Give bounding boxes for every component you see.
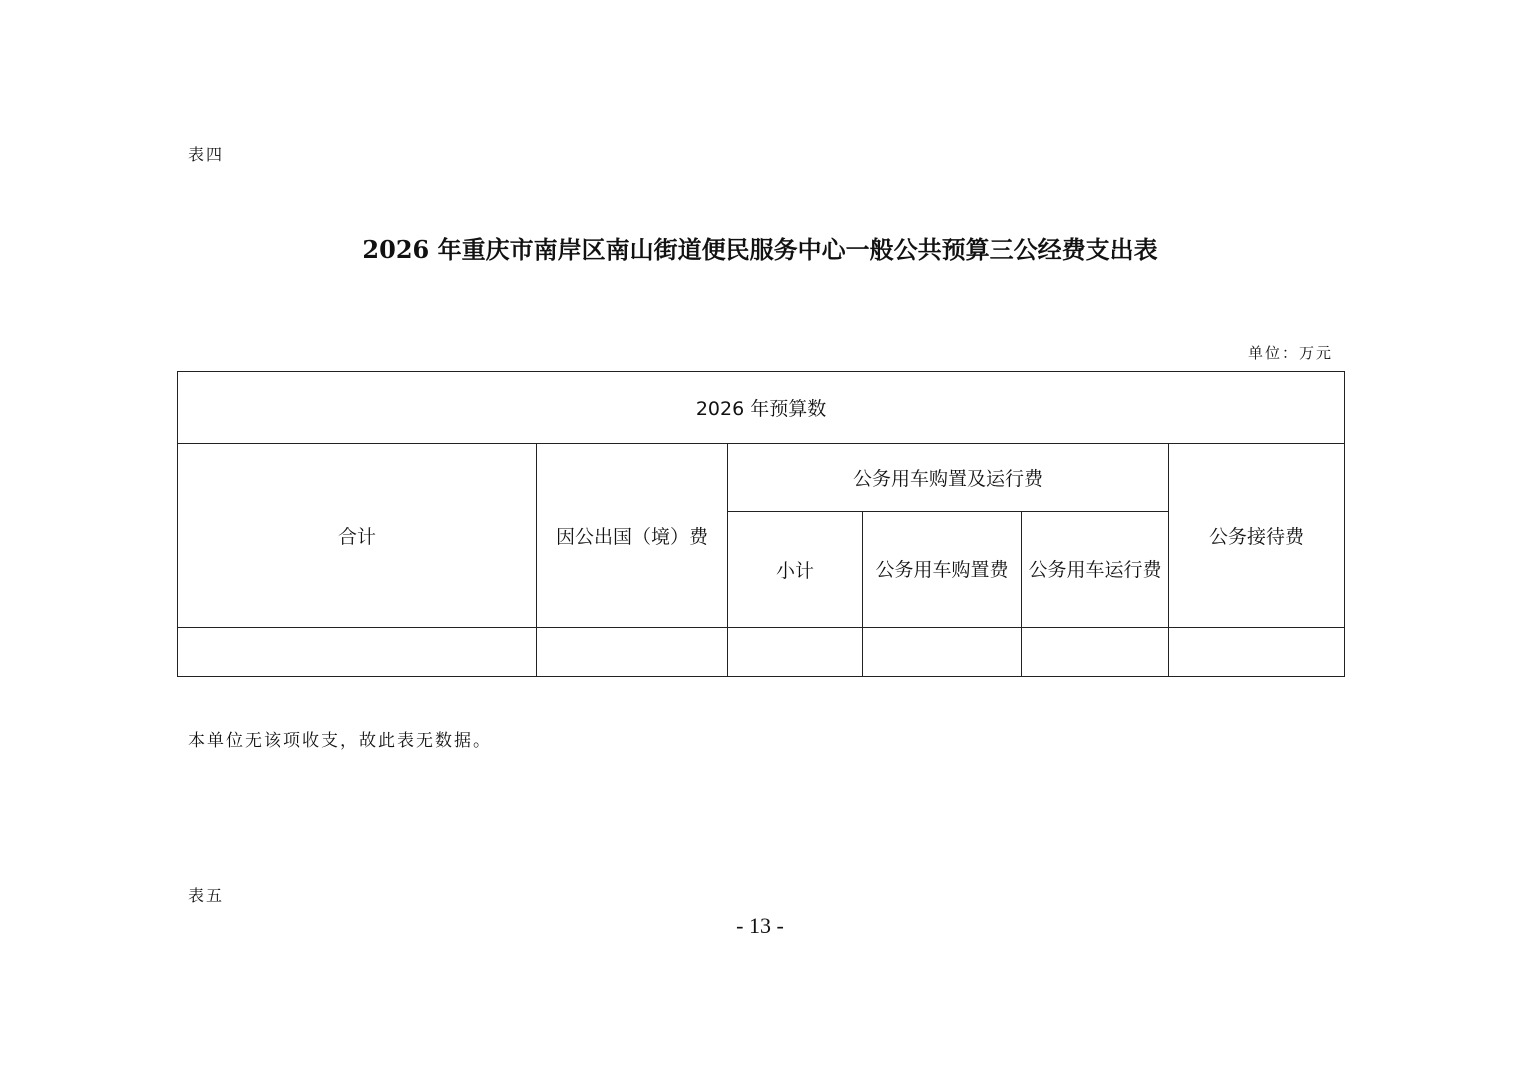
- table-row: [178, 628, 1345, 677]
- no-data-note: 本单位无该项收支，故此表无数据。: [188, 731, 492, 751]
- cell-total: [178, 628, 537, 677]
- header-vehicle-operation: 公务用车运行费: [1022, 512, 1169, 628]
- header-vehicle-group: 公务用车购置及运行费: [728, 444, 1169, 512]
- header-year-budget: 2026 年预算数: [178, 372, 1345, 444]
- cell-subtotal: [728, 628, 863, 677]
- header-subtotal: 小计: [728, 512, 863, 628]
- page-number: - 13 -: [736, 913, 784, 938]
- cell-vehicle-purchase: [863, 628, 1022, 677]
- cell-vehicle-operation: [1022, 628, 1169, 677]
- header-vehicle-purchase: 公务用车购置费: [863, 512, 1022, 628]
- document-title: 2026 年重庆市南岸区南山街道便民服务中心一般公共预算三公经费支出表: [362, 235, 1158, 264]
- unit-label: 单位：万元: [1247, 344, 1333, 362]
- header-reception-expense: 公务接待费: [1169, 444, 1345, 628]
- header-abroad-expense: 因公出国（境）费: [537, 444, 728, 628]
- cell-abroad: [537, 628, 728, 677]
- table-label-bottom: 表五: [188, 886, 225, 905]
- table-label-top: 表四: [188, 145, 225, 164]
- cell-reception: [1169, 628, 1345, 677]
- header-total: 合计: [178, 444, 537, 628]
- three-public-expenses-table: [177, 371, 1345, 677]
